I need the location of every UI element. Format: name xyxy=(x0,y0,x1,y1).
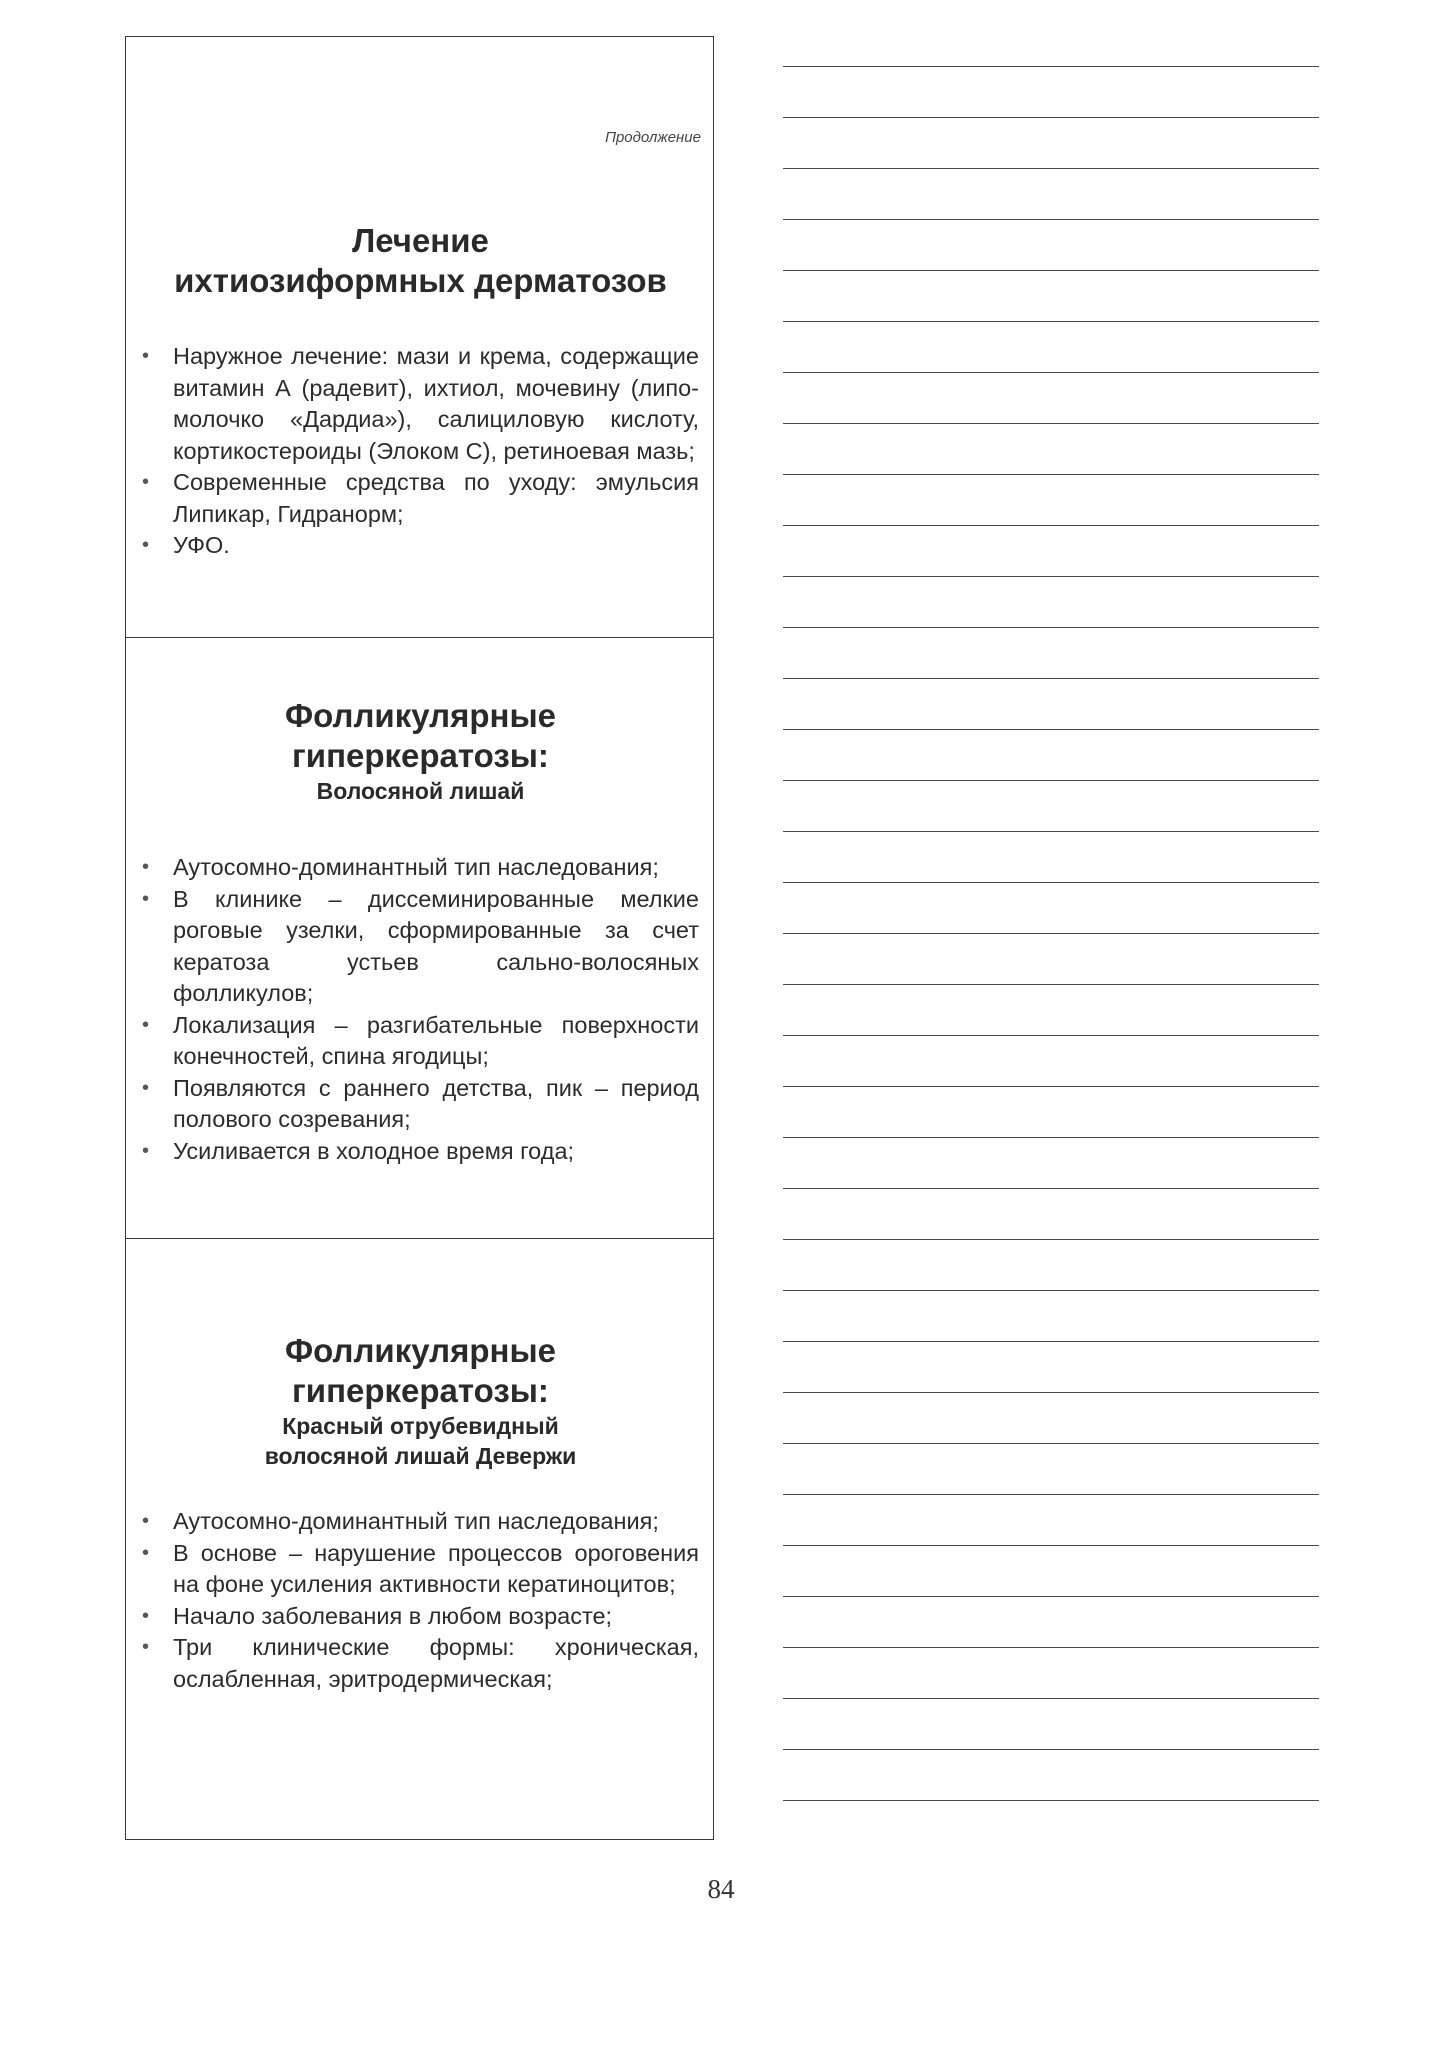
slide-2-title-line-2: гиперкератозы: xyxy=(292,737,549,774)
list-item-text: УФО. xyxy=(173,532,230,558)
note-line xyxy=(783,984,1319,985)
note-line xyxy=(783,576,1319,577)
note-line xyxy=(783,1749,1319,1750)
note-line xyxy=(783,1596,1319,1597)
note-line xyxy=(783,1290,1319,1291)
slide-2-bullet-list xyxy=(142,852,699,1167)
note-line xyxy=(783,1035,1319,1036)
list-item xyxy=(142,852,699,884)
list-item xyxy=(142,1073,699,1136)
note-line xyxy=(783,219,1319,220)
list-item xyxy=(142,1632,699,1695)
note-line xyxy=(783,780,1319,781)
slide-3-subtitle xyxy=(142,1411,699,1471)
note-line xyxy=(783,933,1319,934)
note-line xyxy=(783,66,1319,67)
slide-3-subtitle-line-1: Красный отрубевидный xyxy=(282,1413,559,1439)
list-item xyxy=(142,1136,699,1168)
note-line xyxy=(783,1800,1319,1801)
slide-1-title xyxy=(142,221,699,301)
note-line xyxy=(783,1494,1319,1495)
note-line xyxy=(783,831,1319,832)
bullet-icon: • xyxy=(142,1604,150,1627)
bullet-icon: • xyxy=(142,534,150,556)
note-line xyxy=(783,1137,1319,1138)
note-lines-area xyxy=(783,0,1319,1840)
slide-2-title xyxy=(142,696,699,776)
list-item-text: Аутосомно-доминантный тип наследования; xyxy=(173,854,659,880)
list-item xyxy=(142,1601,699,1633)
note-line xyxy=(783,1392,1319,1393)
slides-frame xyxy=(125,36,714,1840)
list-item-text: В основе – нарушение процессов ороговения на фоне усиления активности кератиноцитов; xyxy=(173,1539,699,1597)
list-item-text: Наружное лечение: мази и крема, содержащие витамин А (радевит), ихтиол, мочевину (липо-молочко «Дардиа»), салициловую кислоту, кортикостероиды (Элоком С), ретиноевая мазь; xyxy=(173,343,699,464)
slide-2-subtitle xyxy=(142,776,699,806)
note-line xyxy=(783,1086,1319,1087)
list-item-text: Начало заболевания в любом возрасте; xyxy=(173,1602,613,1629)
note-line xyxy=(783,321,1319,322)
note-line xyxy=(783,270,1319,271)
list-item xyxy=(142,1506,699,1538)
list-item-text: Современные средства по уходу: эмульсия Липикар, Гидранорм; xyxy=(173,469,699,527)
bullet-icon: • xyxy=(142,345,150,367)
slide-1 xyxy=(126,37,713,638)
note-line xyxy=(783,525,1319,526)
slide-3-title-line-1: Фолликулярные xyxy=(285,1332,556,1369)
note-line xyxy=(783,1443,1319,1444)
bullet-icon: • xyxy=(142,1541,150,1564)
bullet-icon: • xyxy=(142,1636,150,1658)
note-line xyxy=(783,1188,1319,1189)
note-line xyxy=(783,372,1319,373)
page-number: 84 xyxy=(707,1874,735,1904)
note-line xyxy=(783,729,1319,730)
slide-1-title-line-2: ихтиозиформных дерматозов xyxy=(174,262,667,299)
list-item xyxy=(142,884,699,1010)
slide-3-bullet-list xyxy=(142,1506,699,1695)
list-item-text: Локализация – разгибательные поверхности конечностей, спина ягодицы; xyxy=(173,1011,699,1069)
bullet-icon: • xyxy=(142,1013,150,1036)
list-item-text: Усиливается в холодное время года; xyxy=(173,1137,575,1164)
bullet-icon: • xyxy=(142,1076,150,1099)
note-line xyxy=(783,1545,1319,1546)
list-item xyxy=(142,1010,699,1073)
slide-2-subtitle-line-1: Волосяной лишай xyxy=(316,778,525,804)
bullet-icon: • xyxy=(142,1510,150,1532)
list-item xyxy=(142,1538,699,1601)
list-item-text: Аутосомно-доминантный тип наследования; xyxy=(173,1508,659,1534)
note-line xyxy=(783,117,1319,118)
slide-1-title-line-1: Лечение xyxy=(352,222,489,259)
note-line xyxy=(783,882,1319,883)
note-line xyxy=(783,474,1319,475)
note-line xyxy=(783,1647,1319,1648)
list-item-text: В клинике – диссеминированные мелкие роговые узелки, сформированные за счет кератоза устьев сально-волосяных фолликулов; xyxy=(173,885,699,1006)
note-line xyxy=(783,423,1319,424)
bullet-icon: • xyxy=(142,856,150,878)
slide-3-title xyxy=(142,1331,699,1411)
note-line xyxy=(783,1341,1319,1342)
note-line xyxy=(783,1239,1319,1240)
slide-3-subtitle-line-2: волосяной лишай Девержи xyxy=(264,1443,577,1469)
list-item xyxy=(142,467,699,530)
slide-1-bullet-list xyxy=(142,341,699,562)
note-line xyxy=(783,1698,1319,1699)
bullet-icon: • xyxy=(142,887,150,910)
list-item-text: Появляются с раннего детства, пик – период полового созревания; xyxy=(173,1074,699,1132)
slide-3 xyxy=(126,1239,713,1841)
continuation-label: Продолжение xyxy=(605,129,701,146)
list-item xyxy=(142,341,699,467)
bullet-icon: • xyxy=(142,1139,150,1162)
list-item xyxy=(142,530,699,562)
slide-2-title-line-1: Фолликулярные xyxy=(285,697,556,734)
slide-2 xyxy=(126,638,713,1239)
bullet-icon: • xyxy=(142,471,150,493)
note-line xyxy=(783,627,1319,628)
slide-3-title-line-2: гиперкератозы: xyxy=(292,1372,549,1409)
list-item-text: Три клинические формы: хроническая, ослабленная, эритродермическая; xyxy=(173,1634,699,1692)
note-line xyxy=(783,168,1319,169)
note-line xyxy=(783,678,1319,679)
